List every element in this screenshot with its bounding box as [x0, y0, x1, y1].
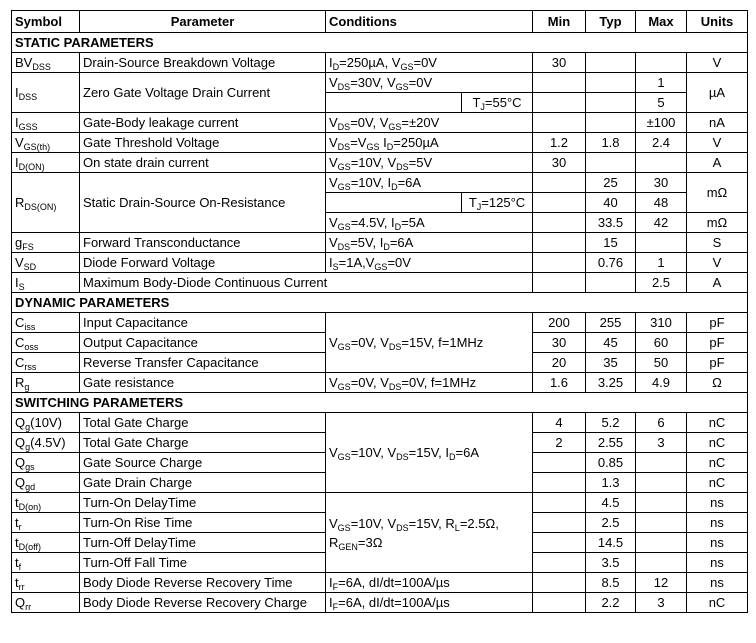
min-cell	[533, 113, 586, 133]
section-switching: SWITCHING PARAMETERS	[12, 393, 748, 413]
max-cell	[636, 153, 687, 173]
symbol-cell: $Q_g(4.5V)$	[12, 433, 80, 453]
max-cell	[636, 233, 687, 253]
max-cell: 6	[636, 413, 687, 433]
conditions-cell: $I_F=6A$, dI/dt=100A/µs	[326, 593, 533, 613]
unit-cell: nC	[687, 473, 748, 493]
min-cell: 30	[533, 333, 586, 353]
max-cell	[636, 533, 687, 553]
typ-cell	[586, 273, 636, 293]
symbol-cell: $t_f$	[12, 553, 80, 573]
typ-cell: 45	[586, 333, 636, 353]
header-conditions: Conditions	[326, 11, 533, 33]
parameter-cell: On state drain current	[80, 153, 326, 173]
parameter-cell: Total Gate Charge	[80, 433, 326, 453]
max-cell: 42	[636, 213, 687, 233]
max-cell: 50	[636, 353, 687, 373]
parameter-cell: Turn-Off DelayTime	[80, 533, 326, 553]
min-cell: 30	[533, 53, 586, 73]
table-row	[12, 233, 748, 253]
symbol-cell: $V_{GS(th)}$	[12, 133, 80, 153]
unit-cell: nC	[687, 433, 748, 453]
unit-cell: ns	[687, 573, 748, 593]
symbol-cell: $BV_{DSS}$	[12, 53, 80, 73]
unit-cell: A	[687, 153, 748, 173]
table-row	[12, 153, 748, 173]
table-row	[12, 593, 748, 613]
symbol-cell: $Q_{rr}$	[12, 593, 80, 613]
min-cell	[533, 93, 586, 113]
section-dynamic: DYNAMIC PARAMETERS	[12, 293, 748, 313]
max-cell: 1	[636, 253, 687, 273]
max-cell: 310	[636, 313, 687, 333]
max-cell: ±100	[636, 113, 687, 133]
header-max: Max	[636, 11, 687, 33]
unit-cell: V	[687, 253, 748, 273]
conditions-cell: $I_S=1A,V_{GS}=0V$	[326, 253, 533, 273]
min-cell: 30	[533, 153, 586, 173]
symbol-cell: $R_{DS(ON)}$	[12, 173, 80, 233]
typ-cell: 2.2	[586, 593, 636, 613]
max-cell: 12	[636, 573, 687, 593]
header-row	[12, 11, 748, 33]
parameter-cell: Reverse Transfer Capacitance	[80, 353, 326, 373]
typ-cell: 8.5	[586, 573, 636, 593]
typ-cell: 3.5	[586, 553, 636, 573]
max-cell: 3	[636, 593, 687, 613]
symbol-cell: $t_{D(on)}$	[12, 493, 80, 513]
unit-cell: S	[687, 233, 748, 253]
typ-cell	[586, 153, 636, 173]
conditions-cell	[326, 193, 533, 213]
conditions-cell: $V_{DS}=0V$, $V_{GS}=\pm 20V$	[326, 113, 533, 133]
unit-cell: Ω	[687, 373, 748, 393]
min-cell: 200	[533, 313, 586, 333]
header-typ: Typ	[586, 11, 636, 33]
typ-cell: 33.5	[586, 213, 636, 233]
typ-cell: 40	[586, 193, 636, 213]
unit-cell: mΩ	[687, 213, 748, 233]
unit-cell: A	[687, 273, 748, 293]
min-cell	[533, 453, 586, 473]
table-row	[12, 373, 748, 393]
unit-cell: pF	[687, 353, 748, 373]
min-cell	[533, 533, 586, 553]
max-cell: 3	[636, 433, 687, 453]
table-row	[12, 273, 748, 293]
min-cell	[533, 573, 586, 593]
conditions-cell: $I_D=250\mu A$, $V_{GS}=0V$	[326, 53, 533, 73]
min-cell: 1.2	[533, 133, 586, 153]
parameter-cell: Maximum Body-Diode Continuous Current	[80, 273, 533, 293]
conditions-cell: $V_{GS}=10V$, $V_{DS}=15V$, $I_D=6A$	[326, 413, 533, 493]
symbol-cell: $I_{D(ON)}$	[12, 153, 80, 173]
table-row	[12, 113, 748, 133]
symbol-cell: $Q_g(10V)$	[12, 413, 80, 433]
tj-condition: $T_J=125^\circ C$	[461, 193, 532, 212]
symbol-cell: $C_{rss}$	[12, 353, 80, 373]
unit-cell: ns	[687, 533, 748, 553]
typ-cell: 0.76	[586, 253, 636, 273]
symbol-cell: $R_g$	[12, 373, 80, 393]
unit-cell: pF	[687, 313, 748, 333]
conditions-cell: $V_{GS}=0V$, $V_{DS}=15V$, f=1MHz	[326, 313, 533, 373]
max-cell: 30	[636, 173, 687, 193]
parameter-cell: Forward Transconductance	[80, 233, 326, 253]
symbol-cell: $I_{GSS}$	[12, 113, 80, 133]
header-parameter: Parameter	[80, 11, 326, 33]
max-cell	[636, 53, 687, 73]
table-row	[12, 573, 748, 593]
min-cell	[533, 473, 586, 493]
unit-cell: ns	[687, 513, 748, 533]
max-cell: 60	[636, 333, 687, 353]
parameter-cell: Gate Drain Charge	[80, 473, 326, 493]
min-cell	[533, 513, 586, 533]
parameter-cell: Input Capacitance	[80, 313, 326, 333]
conditions-cell: $V_{DS}=30V$, $V_{GS}=0V$	[326, 73, 533, 93]
typ-cell: 3.25	[586, 373, 636, 393]
conditions-cell: $V_{DS}=V_{GS}$ $I_D=250\mu A$	[326, 133, 533, 153]
min-cell	[533, 213, 586, 233]
max-cell	[636, 493, 687, 513]
symbol-cell: $t_{D(off)}$	[12, 533, 80, 553]
min-cell: 4	[533, 413, 586, 433]
conditions-cell: $V_{GS}=4.5V$, $I_D=5A$	[326, 213, 533, 233]
min-cell	[533, 273, 586, 293]
parameter-cell: Body Diode Reverse Recovery Charge	[80, 593, 326, 613]
symbol-cell: $g_{FS}$	[12, 233, 80, 253]
table-row	[12, 133, 748, 153]
symbol-cell: $t_r$	[12, 513, 80, 533]
parameter-cell: Total Gate Charge	[80, 413, 326, 433]
unit-cell: pF	[687, 333, 748, 353]
unit-cell: nC	[687, 593, 748, 613]
max-cell: 2.4	[636, 133, 687, 153]
parameter-cell: Output Capacitance	[80, 333, 326, 353]
max-cell: 1	[636, 73, 687, 93]
header-units: Units	[687, 11, 748, 33]
typ-cell: 1.3	[586, 473, 636, 493]
max-cell: 48	[636, 193, 687, 213]
unit-cell: V	[687, 53, 748, 73]
table-row	[12, 253, 748, 273]
typ-cell: 1.8	[586, 133, 636, 153]
max-cell: 5	[636, 93, 687, 113]
min-cell: 20	[533, 353, 586, 373]
max-cell	[636, 473, 687, 493]
typ-cell	[586, 113, 636, 133]
max-cell	[636, 453, 687, 473]
conditions-cell	[326, 93, 533, 113]
symbol-cell: $C_{iss}$	[12, 313, 80, 333]
typ-cell: 14.5	[586, 533, 636, 553]
typ-cell: 2.55	[586, 433, 636, 453]
parameter-cell: Drain-Source Breakdown Voltage	[80, 53, 326, 73]
symbol-cell: $I_S$	[12, 273, 80, 293]
parameter-cell: Turn-Off Fall Time	[80, 553, 326, 573]
symbol-cell: $Q_{gd}$	[12, 473, 80, 493]
symbol-cell: $I_{DSS}$	[12, 73, 80, 113]
parameter-cell: Turn-On Rise Time	[80, 513, 326, 533]
unit-cell: ns	[687, 553, 748, 573]
typ-cell	[586, 53, 636, 73]
typ-cell: 5.2	[586, 413, 636, 433]
typ-cell	[586, 73, 636, 93]
parameter-cell: Gate Threshold Voltage	[80, 133, 326, 153]
unit-cell: nC	[687, 413, 748, 433]
table-row	[12, 313, 748, 333]
min-cell	[533, 233, 586, 253]
parameter-cell: Gate Source Charge	[80, 453, 326, 473]
typ-cell: 0.85	[586, 453, 636, 473]
table-row	[12, 413, 748, 433]
unit-cell: nC	[687, 453, 748, 473]
tj-condition: $T_J=55^\circ C$	[461, 93, 532, 112]
table-row	[12, 173, 748, 193]
parameter-cell: Static Drain-Source On-Resistance	[80, 173, 326, 233]
typ-cell: 25	[586, 173, 636, 193]
header-min: Min	[533, 11, 586, 33]
conditions-cell: $V_{GS}=10V$, $V_{DS}=5V$	[326, 153, 533, 173]
conditions-cell: $I_F=6A$, dI/dt=100A/µs	[326, 573, 533, 593]
symbol-cell: $Q_{gs}$	[12, 453, 80, 473]
parameter-cell: Body Diode Reverse Recovery Time	[80, 573, 326, 593]
symbol-cell: $C_{oss}$	[12, 333, 80, 353]
max-cell: 2.5	[636, 273, 687, 293]
parameter-cell: Gate-Body leakage current	[80, 113, 326, 133]
typ-cell	[586, 93, 636, 113]
table-row	[12, 53, 748, 73]
section-static: STATIC PARAMETERS	[12, 33, 748, 53]
max-cell: 4.9	[636, 373, 687, 393]
min-cell	[533, 593, 586, 613]
header-symbol: Symbol	[12, 11, 80, 33]
conditions-cell: $V_{GS}=10V$, $V_{DS}=15V$, $R_L=2.5\Omega$, $R_{GEN}=3\Omega$	[326, 493, 533, 573]
min-cell	[533, 193, 586, 213]
table-row	[12, 73, 748, 93]
typ-cell: 2.5	[586, 513, 636, 533]
typ-cell: 255	[586, 313, 636, 333]
electrical-characteristics-table	[11, 10, 748, 613]
unit-cell: µA	[687, 73, 748, 113]
symbol-cell: $t_{rr}$	[12, 573, 80, 593]
unit-cell: nA	[687, 113, 748, 133]
parameter-cell: Diode Forward Voltage	[80, 253, 326, 273]
conditions-cell: $V_{DS}=5V$, $I_D=6A$	[326, 233, 533, 253]
conditions-cell: $V_{GS}=10V$, $I_D=6A$	[326, 173, 533, 193]
symbol-cell: $V_{SD}$	[12, 253, 80, 273]
parameter-cell: Gate resistance	[80, 373, 326, 393]
min-cell: 1.6	[533, 373, 586, 393]
min-cell	[533, 73, 586, 93]
min-cell	[533, 493, 586, 513]
min-cell	[533, 253, 586, 273]
max-cell	[636, 553, 687, 573]
table-row	[12, 493, 748, 513]
unit-cell: mΩ	[687, 173, 748, 213]
parameter-cell: Zero Gate Voltage Drain Current	[80, 73, 326, 113]
typ-cell: 4.5	[586, 493, 636, 513]
min-cell: 2	[533, 433, 586, 453]
conditions-cell: $V_{GS}=0V$, $V_{DS}=0V$, f=1MHz	[326, 373, 533, 393]
min-cell	[533, 173, 586, 193]
unit-cell: ns	[687, 493, 748, 513]
parameter-cell: Turn-On DelayTime	[80, 493, 326, 513]
typ-cell: 15	[586, 233, 636, 253]
max-cell	[636, 513, 687, 533]
min-cell	[533, 553, 586, 573]
typ-cell: 35	[586, 353, 636, 373]
unit-cell: V	[687, 133, 748, 153]
